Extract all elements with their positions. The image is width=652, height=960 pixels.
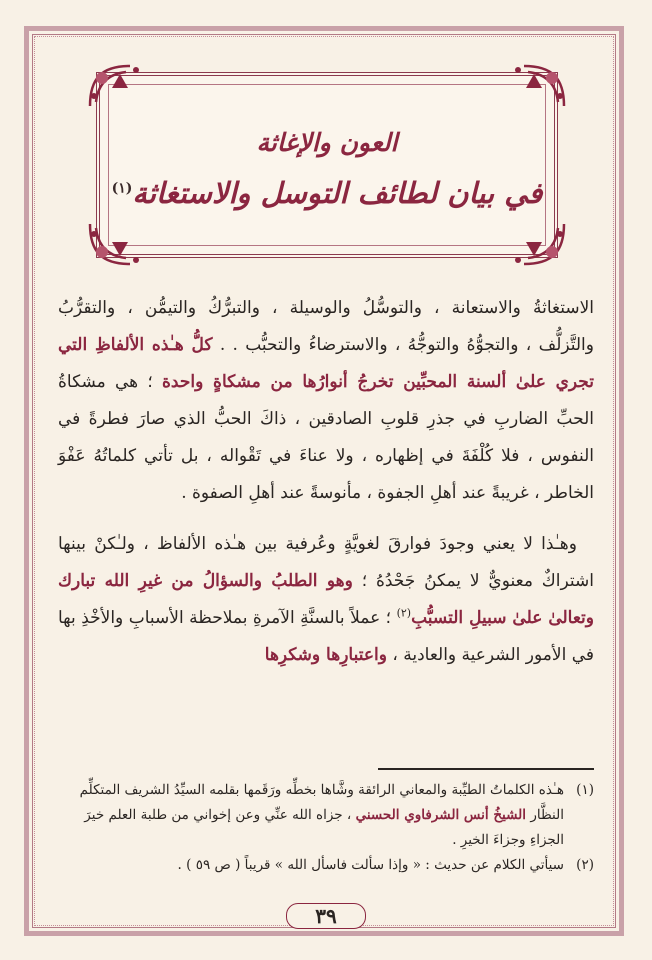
paragraph-text: ؛ هي مشكاةُ الحبِّ الضاربِ في جذرِ قلوبِ الصادقين ، ذاكَ الحبُّ الذي صارَ فطرةً في النفوس ، فلا كُلْفَةَ في إظهاره ، ولا عناءَ في تَقْواله ، بل تأتي كلماتُهُ عَفْوَ الخاطر ، غريبةً عند أهلِ الجفوة ، مأنوسةً عند أهلِ الصفوة .: [58, 372, 594, 503]
highlighted-text: كلُّ هـٰذه الألفاظِ التي تجري علىٰ ألسنة المحبِّين تخرجُ أنوارُها من مشكاةٍ واحدة: [58, 335, 595, 392]
footnote-text: سيأتي الكلام عن حديث : « وإذا سألت فاسأل الله » قريباً ( ص ٥٩ ) .: [177, 857, 564, 873]
ornament-corner-icon: [500, 216, 572, 272]
footnote-text: هـٰذه الكلماتُ الطيِّبة والمعاني الرائقة وشَّاها بخطِّه ورَقَمها بقلمه السيِّدُ الشريف المتكلِّم النظَّار: [79, 782, 564, 823]
footnotes: [58, 778, 594, 878]
paragraph: [58, 526, 594, 674]
footnote-separator: [378, 768, 594, 770]
highlighted-text: الشيخُ أنس الشرفاوي الحسني: [355, 807, 527, 823]
paragraph-text: وهـٰذا لا يعني وجودَ فوارقَ لغويَّةٍ وعُرفية بين هـٰذه الألفاظ ، ولـٰكنْ بينها اشتراكٌ معنويٌّ لا يمكنُ جَحْدُهُ ؛: [58, 534, 594, 591]
highlighted-text: وهو الطلبُ والسؤالُ من غيرِ الله تبارك وتعالىٰ علىٰ سبيلِ التسبُّبِ: [58, 571, 595, 628]
page-number: ٣٩: [286, 903, 366, 929]
footnote-ref[interactable]: (١): [111, 180, 133, 197]
footnote: [58, 853, 594, 878]
chapter-title: العون والإغاثة: [256, 128, 398, 157]
footnote: [58, 778, 594, 853]
title-cartouche: [96, 72, 558, 258]
ornament-corner-icon: [500, 58, 572, 114]
main-text: [58, 290, 594, 674]
chapter-subtitle: [100, 176, 554, 210]
ornament-corner-icon: [82, 58, 154, 114]
footnote-text: ، جزاه الله عنِّي وعن إخواني من طلبة العلم خيرَ الجزاءِ وجزاءَ الخيرِ .: [84, 807, 564, 848]
paragraph-text: ؛ عملاً بالسنَّةِ الآمرةِ بملاحظة الأسبابِ والأخْذِ بها في الأمور الشرعية والعادية ،: [58, 608, 594, 665]
footnote-number: (٢): [576, 857, 594, 873]
chapter-subtitle-text: في بيان لطائف التوسل والاستغاثة: [132, 176, 543, 210]
paragraph: [58, 290, 594, 512]
footnote-number: (١): [576, 782, 594, 798]
highlighted-text: واعتبارِها وشكرِها: [264, 645, 387, 665]
ornament-corner-icon: [82, 216, 154, 272]
paragraph-text: الاستغاثةُ والاستعانة ، والتوسُّلُ والوسيلة ، والتبرُّكُ والتيمُّن ، والتقرُّبُ والتَّزلُّف ، والتجوُّهُ والتوجُّهُ ، والاسترضاءُ والتحبُّب . .: [58, 298, 594, 355]
cartouche-inner-border: [108, 84, 546, 246]
footnote-ref[interactable]: (٢): [396, 606, 412, 620]
